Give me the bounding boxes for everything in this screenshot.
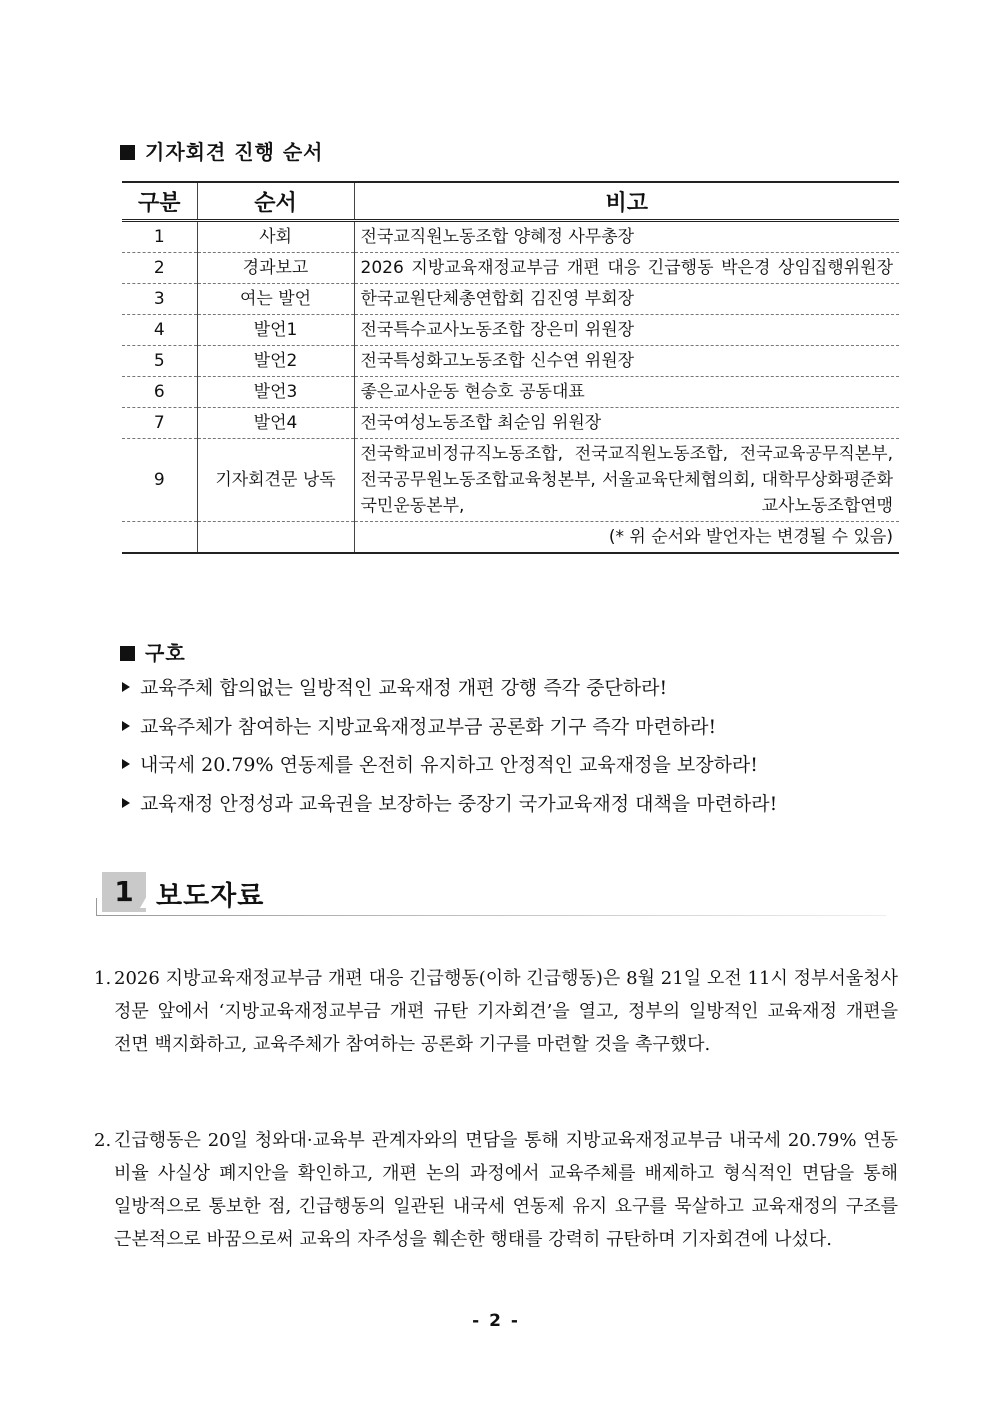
row-note: 전국여성노동조합 최순임 위원장 (354, 408, 899, 439)
list-item: 교육주체가 참여하는 지방교육재정교부금 공론화 기구 즉각 마련하라! (120, 712, 777, 751)
schedule-table (122, 181, 899, 554)
table-row (122, 408, 899, 439)
row-no: 7 (122, 408, 197, 439)
row-order: 여는 발언 (197, 284, 354, 315)
table-footnote-row (122, 522, 899, 554)
list-item: 교육주체 합의없는 일방적인 교육재정 개편 강행 즉각 중단하라! (120, 673, 777, 712)
press-release-heading (96, 870, 896, 918)
triangle-bullet-icon (122, 682, 130, 692)
row-note: 전국학교비정규직노동조합, 전국교직원노동조합, 전국교육공무직본부, 전국공무원노동조합교육청본부, 서울교육단체협의회, 대학무상화평준화국민운동본부, 교사노동조합연맹 (354, 439, 899, 522)
row-note: 2026 지방교육재정교부금 개편 대응 긴급행동 박은경 상임집행위원장 (354, 253, 899, 284)
page-number: - 2 - (472, 1311, 520, 1331)
triangle-bullet-icon (122, 759, 130, 769)
row-order: 사회 (197, 221, 354, 253)
row-no: 5 (122, 346, 197, 377)
row-order: 발언4 (197, 408, 354, 439)
slogan-list (120, 673, 777, 827)
row-note: 전국특수교사노동조합 장은미 위원장 (354, 315, 899, 346)
table-row (122, 221, 899, 253)
table-row (122, 284, 899, 315)
row-no: 4 (122, 315, 197, 346)
triangle-bullet-icon (122, 798, 130, 808)
row-order: 기자회견문 낭독 (197, 439, 354, 522)
footnote: (* 위 순서와 발언자는 변경될 수 있음) (354, 522, 899, 554)
paragraph-text: 2026 지방교육재정교부금 개편 대응 긴급행동(이하 긴급행동)은 8월 21일 오전 11시 정부서울청사 정문 앞에서 ‘지방교육재정교부금 개편 규탄 기자회견’을 열고, 정부의 일방적인 교육재정 개편을 전면 백지화하고, 교육주체가 참여하는 공론화 기구를 마련할 것을 촉구했다. (114, 968, 898, 1055)
row-note: 전국교직원노동조합 양혜정 사무총장 (354, 221, 899, 253)
row-order: 발언1 (197, 315, 354, 346)
row-order: 발언2 (197, 346, 354, 377)
row-no: 3 (122, 284, 197, 315)
table-row (122, 377, 899, 408)
paragraph-1 (94, 962, 898, 1061)
square-bullet-icon (120, 145, 135, 160)
row-no: 2 (122, 253, 197, 284)
row-no: 9 (122, 439, 197, 522)
schedule-heading: 기자회견 진행 순서 (120, 136, 324, 165)
row-note: 한국교원단체총연합회 김진영 부회장 (354, 284, 899, 315)
section-number-box: 1 (102, 872, 146, 912)
paragraph-text: 긴급행동은 20일 청와대·교육부 관계자와의 면담을 통해 지방교육재정교부금 내국세 20.79% 연동 비율 사실상 폐지안을 확인하고, 개편 논의 과정에서 교육주체를 배제하고 형식적인 면담을 통해 일방적으로 통보한 점, 긴급행동의 일관된 내국세 연동제 유지 요구를 묵살하고 교육재정의 구조를 근본적으로 바꿈으로써 교육의 자주성을 훼손한 행태를 강력히 규탄하며 기자회견에 나섰다. (114, 1130, 898, 1250)
col-header-no: 구분 (122, 182, 197, 221)
square-bullet-icon (120, 646, 135, 661)
paragraph-number: 1. (94, 968, 112, 989)
table-row (122, 315, 899, 346)
list-item: 내국세 20.79% 연동제를 온전히 유지하고 안정적인 교육재정을 보장하라! (120, 750, 777, 789)
table-header-row (122, 182, 899, 221)
empty-cell (122, 522, 197, 554)
empty-cell (197, 522, 354, 554)
col-header-note: 비고 (354, 182, 899, 221)
row-note: 좋은교사운동 현승호 공동대표 (354, 377, 899, 408)
list-item: 교육재정 안정성과 교육권을 보장하는 중장기 국가교육재정 대책을 마련하라! (120, 789, 777, 828)
row-no: 6 (122, 377, 197, 408)
slogans-heading: 구호 (120, 637, 186, 666)
row-no: 1 (122, 221, 197, 253)
heading-rule (96, 915, 886, 916)
table-row (122, 253, 899, 284)
row-order: 발언3 (197, 377, 354, 408)
table-row (122, 346, 899, 377)
section-title: 보도자료 (156, 881, 265, 912)
triangle-bullet-icon (122, 721, 130, 731)
row-order: 경과보고 (197, 253, 354, 284)
row-note: 전국특성화고노동조합 신수연 위원장 (354, 346, 899, 377)
table-row (122, 439, 899, 522)
paragraph-2 (94, 1124, 898, 1256)
paragraph-number: 2. (94, 1130, 112, 1151)
col-header-order: 순서 (197, 182, 354, 221)
